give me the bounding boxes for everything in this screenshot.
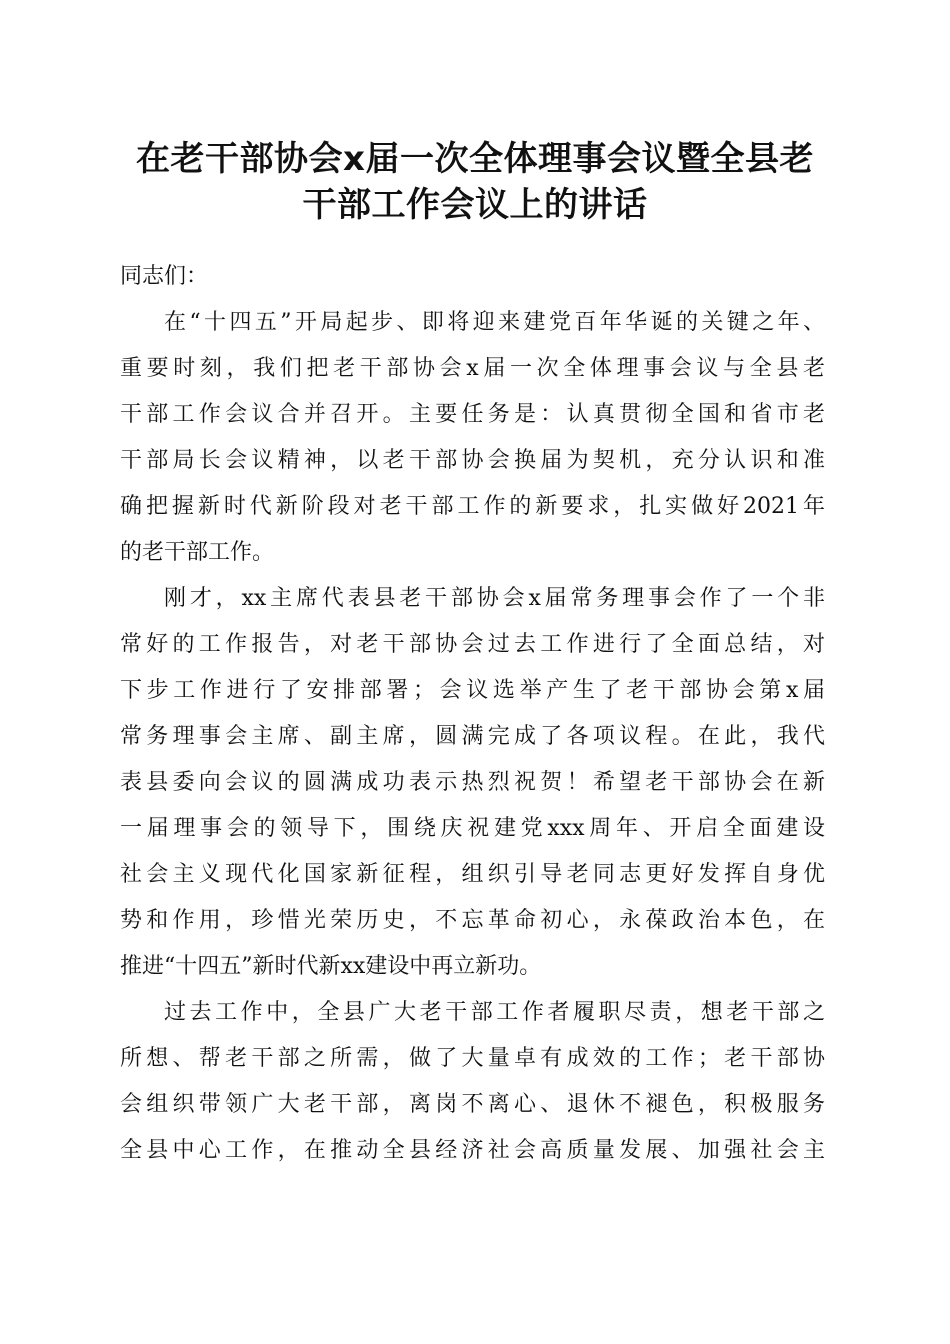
paragraph-line: 下步工作进行了安排部署；会议选举产生了老干部协会第x届 xyxy=(120,678,825,703)
paragraph-line: 常务理事会主席、副主席，圆满完成了各项议程。在此，我代 xyxy=(120,724,825,749)
paragraph-line: 所想、帮老干部之所需，做了大量卓有成效的工作；老干部协 xyxy=(120,1046,825,1071)
paragraph-line: 重要时刻，我们把老干部协会x届一次全体理事会议与全县老 xyxy=(120,356,825,381)
paragraph-line: 干部工作会议合并召开。主要任务是：认真贯彻全国和省市老 xyxy=(120,402,825,427)
paragraph-line: 表县委向会议的圆满成功表示热烈祝贺！希望老干部协会在新 xyxy=(120,770,825,795)
paragraph-line: 全县中心工作，在推动全县经济社会高质量发展、加强社会主 xyxy=(120,1138,825,1163)
paragraph-line: 势和作用，珍惜光荣历史，不忘革命初心，永葆政治本色，在 xyxy=(120,908,825,933)
title-line-2: 干部工作会议上的讲话 xyxy=(302,185,648,225)
title-line-1: 在老干部协会x届一次全体理事会议暨全县老 xyxy=(136,139,814,179)
paragraph-line: 社会主义现代化国家新征程，组织引导老同志更好发挥自身优 xyxy=(120,862,825,887)
paragraph-line: 确把握新时代新阶段对老干部工作的新要求，扎实做好2021年 xyxy=(120,494,825,519)
paragraph-line: 推进“十四五”新时代新xx建设中再立新功。 xyxy=(120,954,542,979)
paragraph-line: 会组织带领广大老干部，离岗不离心、退休不褪色，积极服务 xyxy=(120,1092,825,1117)
paragraph-line: 常好的工作报告，对老干部协会过去工作进行了全面总结，对 xyxy=(120,632,825,657)
paragraph-line: 一届理事会的领导下，围绕庆祝建党xxx周年、开启全面建设 xyxy=(120,816,825,841)
paragraph-line: 过去工作中，全县广大老干部工作者履职尽责，想老干部之 xyxy=(164,1000,825,1025)
paragraph-line: 刚才，xx主席代表县老干部协会x届常务理事会作了一个非 xyxy=(164,586,825,611)
paragraph-line: 在“十四五”开局起步、即将迎来建党百年华诞的关键之年、 xyxy=(164,310,825,335)
paragraph-2 xyxy=(120,576,825,990)
greeting: 同志们： xyxy=(120,264,209,289)
paragraph-line: 的老干部工作。 xyxy=(120,540,275,565)
paragraph-1 xyxy=(120,300,825,576)
paragraph-3 xyxy=(120,990,825,1174)
document-body xyxy=(120,254,825,1174)
paragraph-line: 干部局长会议精神，以老干部协会换届为契机，充分认识和准 xyxy=(120,448,825,473)
document-title xyxy=(110,136,840,228)
